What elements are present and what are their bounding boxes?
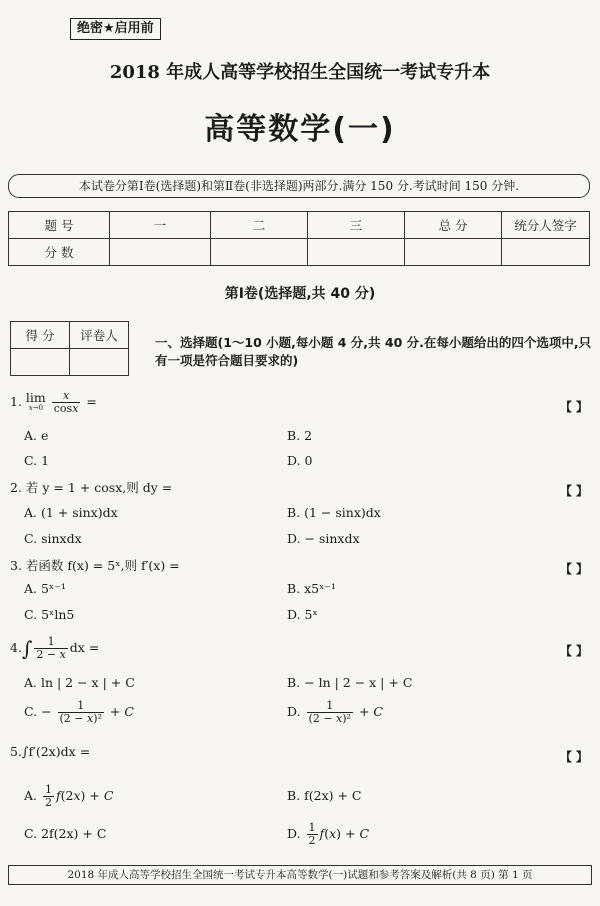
question-4-stem: 4.∫ $\frac{1}{2 - x}$ dx = — [10, 635, 100, 661]
option-b: B. (1 − sinx)dx — [287, 505, 381, 520]
option-b: B. 2 — [287, 428, 313, 443]
answer-bracket[interactable]: 【 】 — [559, 400, 588, 414]
answer-bracket[interactable]: 【 】 — [559, 644, 588, 658]
exam-title: 2018 年成人高等学校招生全国统一考试专升本 — [109, 62, 491, 83]
score-input-cell[interactable] — [502, 239, 590, 266]
fraction: $\frac{1}{2 - x}$ — [36, 635, 66, 661]
question-3-stem: 3. 若函数 f(x) = 5ˣ,则 f′(x) = — [10, 558, 180, 573]
option-b: B. x5ˣ⁻¹ — [287, 581, 337, 596]
option-d: D. 5ˣ — [287, 607, 318, 622]
page-footer: 2018 年成人高等学校招生全国统一考试专升本高等数学(一)试题和参考答案及解析(共 8 页) 第 1 页 — [8, 865, 592, 885]
score-cell: 统分人签字 — [502, 212, 590, 239]
answer-bracket[interactable]: 【 】 — [559, 750, 588, 764]
secret-label: 绝密★启用前 — [70, 18, 161, 40]
section-heading: 一、选择题(1～10 小题,每小题 4 分,共 40 分.在每小题给出的四个选项中,只有一项是符合题目要求的) — [155, 335, 592, 368]
score-cell: 分 数 — [9, 239, 110, 266]
option-b: B. − ln | 2 − x | + C — [287, 675, 413, 690]
score-table-header-row — [9, 212, 590, 239]
score-table — [8, 211, 590, 266]
option-a: A. 5ˣ⁻¹ — [24, 581, 66, 596]
option-d: D. $\frac{1}{2}$ f(x) + C — [287, 821, 370, 847]
score-cell: 题 号 — [9, 212, 110, 239]
question-1-stem: 1. lim x→0 $\frac{x}{\cos x}$ = — [10, 389, 97, 415]
option-d: D. $\frac{1}{\text{(2 − x)²}}$ + C — [287, 699, 383, 725]
grader-score-label: 得 分 — [11, 322, 70, 349]
fraction: $\frac{1}{\text{(2 − x)²}}$ — [59, 699, 102, 725]
option-d: D. − sinxdx — [287, 531, 360, 546]
grader-reviewer-label: 评卷人 — [70, 322, 129, 349]
option-c: C. 5ˣln5 — [24, 607, 75, 622]
fraction: $\frac{1}{2}$ — [45, 783, 52, 809]
option-a: A. $\frac{1}{2}$ f(2x) + C — [24, 783, 114, 809]
option-a: A. e — [24, 428, 49, 443]
grader-score-input[interactable] — [11, 349, 70, 376]
fraction: $\frac{1}{\text{(2 − x)²}}$ — [308, 699, 351, 725]
option-c: C. 2f(2x) + C — [24, 826, 107, 841]
answer-bracket[interactable]: 【 】 — [559, 562, 588, 576]
option-a: A. (1 + sinx)dx — [24, 505, 118, 520]
score-input-cell[interactable] — [110, 239, 211, 266]
score-cell: 总 分 — [405, 212, 502, 239]
score-input-cell[interactable] — [405, 239, 502, 266]
limit-expression: lim x→0 — [25, 389, 46, 412]
answer-bracket[interactable]: 【 】 — [559, 484, 588, 498]
question-5-stem: 5.∫f′(2x)dx = — [10, 744, 91, 759]
option-d: D. 0 — [287, 453, 313, 468]
fraction: $\frac{x}{\cos x}$ — [53, 389, 79, 415]
score-table-score-row — [9, 239, 590, 266]
exam-notice: 本试卷分第Ⅰ卷(选择题)和第Ⅱ卷(非选择题)两部分.满分 150 分.考试时间 150 分钟. — [8, 174, 590, 198]
grader-reviewer-input[interactable] — [70, 349, 129, 376]
option-b: B. f(2x) + C — [287, 788, 362, 803]
score-cell: 二 — [211, 212, 308, 239]
part-title: 第Ⅰ卷(选择题,共 40 分) — [224, 286, 376, 302]
subject-title: 高等数学(一) — [204, 112, 396, 147]
option-c: C. sinxdx — [24, 531, 82, 546]
score-input-cell[interactable] — [211, 239, 308, 266]
grader-table — [10, 321, 129, 376]
option-a: A. ln | 2 − x | + C — [24, 675, 135, 690]
score-input-cell[interactable] — [308, 239, 405, 266]
question-2-stem: 2. 若 y = 1 + cosx,则 dy = — [10, 480, 173, 495]
option-c: C. 1 — [24, 453, 50, 468]
option-c: C. − $\frac{1}{\text{(2 − x)²}}$ + C — [24, 699, 134, 725]
score-cell: 一 — [110, 212, 211, 239]
score-cell: 三 — [308, 212, 405, 239]
fraction: $\frac{1}{2}$ — [308, 821, 316, 847]
